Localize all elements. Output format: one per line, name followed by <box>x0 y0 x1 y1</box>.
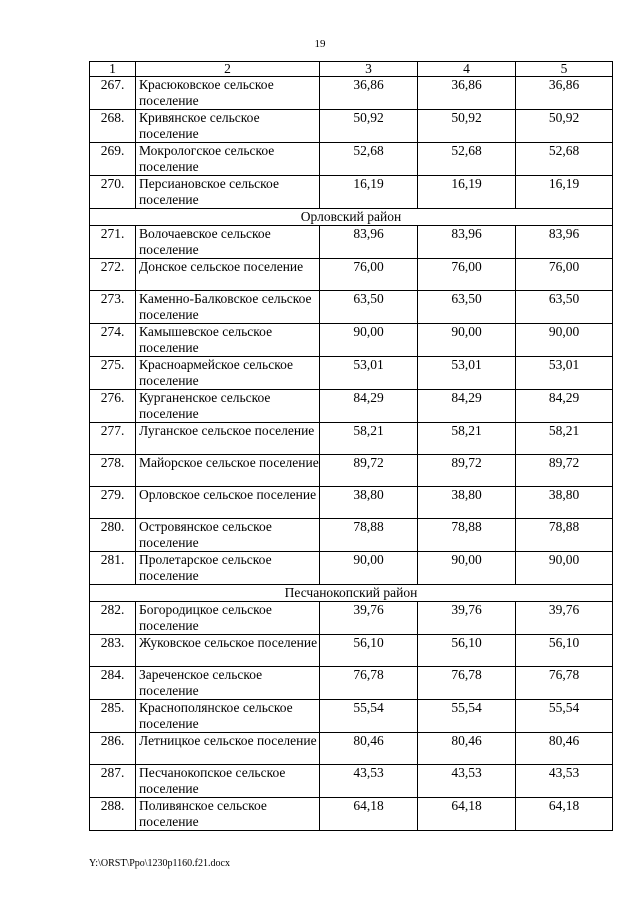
table-row <box>90 733 613 765</box>
settlement-name: Островянское сельское поселение <box>136 519 320 552</box>
value-col-3: 80,46 <box>320 733 418 765</box>
value-col-5: 36,86 <box>516 77 613 110</box>
value-col-3: 55,54 <box>320 700 418 733</box>
value-col-5: 52,68 <box>516 143 613 176</box>
settlement-name: Донское сельское поселение <box>136 259 320 291</box>
value-col-4: 76,00 <box>418 259 516 291</box>
table-row <box>90 667 613 700</box>
value-col-4: 90,00 <box>418 324 516 357</box>
row-number: 286. <box>90 733 136 765</box>
value-col-5: 83,96 <box>516 226 613 259</box>
settlement-name: Мокрологское сельское поселение <box>136 143 320 176</box>
table-row <box>90 635 613 667</box>
value-col-4: 53,01 <box>418 357 516 390</box>
value-col-5: 84,29 <box>516 390 613 423</box>
column-header: 2 <box>136 62 320 77</box>
row-number: 274. <box>90 324 136 357</box>
value-col-3: 89,72 <box>320 455 418 487</box>
value-col-3: 58,21 <box>320 423 418 455</box>
row-number: 282. <box>90 602 136 635</box>
value-col-5: 43,53 <box>516 765 613 798</box>
value-col-3: 90,00 <box>320 324 418 357</box>
value-col-3: 83,96 <box>320 226 418 259</box>
value-col-5: 89,72 <box>516 455 613 487</box>
row-number: 287. <box>90 765 136 798</box>
value-col-4: 58,21 <box>418 423 516 455</box>
settlement-name: Красюковское сельское поселение <box>136 77 320 110</box>
settlement-name: Зареченское сельское поселение <box>136 667 320 700</box>
value-col-5: 16,19 <box>516 176 613 209</box>
table-row <box>90 226 613 259</box>
table-row <box>90 519 613 552</box>
table-row <box>90 700 613 733</box>
row-number: 270. <box>90 176 136 209</box>
section-heading: Орловский район <box>90 209 613 226</box>
value-col-4: 16,19 <box>418 176 516 209</box>
row-number: 285. <box>90 700 136 733</box>
value-col-5: 56,10 <box>516 635 613 667</box>
table-row <box>90 110 613 143</box>
table-row <box>90 487 613 519</box>
value-col-5: 64,18 <box>516 798 613 831</box>
value-col-4: 78,88 <box>418 519 516 552</box>
value-col-3: 90,00 <box>320 552 418 585</box>
page-number: 19 <box>314 38 326 50</box>
row-number: 269. <box>90 143 136 176</box>
value-col-4: 52,68 <box>418 143 516 176</box>
value-col-3: 50,92 <box>320 110 418 143</box>
value-col-3: 43,53 <box>320 765 418 798</box>
value-col-4: 36,86 <box>418 77 516 110</box>
table-row <box>90 176 613 209</box>
data-table <box>89 61 613 831</box>
value-col-3: 76,00 <box>320 259 418 291</box>
settlement-name: Красноармейское сельское поселение <box>136 357 320 390</box>
value-col-3: 53,01 <box>320 357 418 390</box>
column-header: 4 <box>418 62 516 77</box>
value-col-5: 90,00 <box>516 324 613 357</box>
value-col-4: 89,72 <box>418 455 516 487</box>
row-number: 267. <box>90 77 136 110</box>
value-col-3: 78,88 <box>320 519 418 552</box>
row-number: 284. <box>90 667 136 700</box>
section-heading-row <box>90 585 613 602</box>
value-col-4: 43,53 <box>418 765 516 798</box>
row-number: 275. <box>90 357 136 390</box>
value-col-4: 76,78 <box>418 667 516 700</box>
value-col-3: 16,19 <box>320 176 418 209</box>
value-col-3: 63,50 <box>320 291 418 324</box>
row-number: 288. <box>90 798 136 831</box>
settlement-name: Краснополянское сельское поселение <box>136 700 320 733</box>
table-row <box>90 291 613 324</box>
value-col-5: 38,80 <box>516 487 613 519</box>
value-col-5: 76,00 <box>516 259 613 291</box>
value-col-3: 39,76 <box>320 602 418 635</box>
row-number: 281. <box>90 552 136 585</box>
row-number: 280. <box>90 519 136 552</box>
settlement-name: Пролетарское сельское поселение <box>136 552 320 585</box>
table-row <box>90 423 613 455</box>
column-header: 1 <box>90 62 136 77</box>
value-col-3: 76,78 <box>320 667 418 700</box>
row-number: 276. <box>90 390 136 423</box>
value-col-3: 56,10 <box>320 635 418 667</box>
value-col-5: 39,76 <box>516 602 613 635</box>
value-col-3: 38,80 <box>320 487 418 519</box>
settlement-name: Песчанокопское сельское поселение <box>136 765 320 798</box>
value-col-3: 84,29 <box>320 390 418 423</box>
value-col-5: 80,46 <box>516 733 613 765</box>
row-number: 283. <box>90 635 136 667</box>
value-col-4: 83,96 <box>418 226 516 259</box>
row-number: 268. <box>90 110 136 143</box>
row-number: 273. <box>90 291 136 324</box>
section-heading: Песчанокопский район <box>90 585 613 602</box>
settlement-name: Богородицкое сельское поселение <box>136 602 320 635</box>
table-row <box>90 390 613 423</box>
table-row <box>90 143 613 176</box>
table-row <box>90 552 613 585</box>
table-row <box>90 77 613 110</box>
table-header-row <box>90 62 613 77</box>
settlement-name: Волочаевское сельское поселение <box>136 226 320 259</box>
value-col-5: 50,92 <box>516 110 613 143</box>
value-col-4: 56,10 <box>418 635 516 667</box>
row-number: 271. <box>90 226 136 259</box>
settlement-name: Орловское сельское поселение <box>136 487 320 519</box>
file-path-footer: Y:\ORST\Ppo\1230p1160.f21.docx <box>89 858 230 869</box>
value-col-4: 38,80 <box>418 487 516 519</box>
value-col-4: 63,50 <box>418 291 516 324</box>
value-col-3: 64,18 <box>320 798 418 831</box>
table-body <box>90 62 613 831</box>
table-row <box>90 259 613 291</box>
value-col-4: 64,18 <box>418 798 516 831</box>
row-number: 272. <box>90 259 136 291</box>
row-number: 277. <box>90 423 136 455</box>
row-number: 279. <box>90 487 136 519</box>
value-col-4: 84,29 <box>418 390 516 423</box>
column-header: 5 <box>516 62 613 77</box>
settlement-name: Кривянское сельское поселение <box>136 110 320 143</box>
value-col-4: 55,54 <box>418 700 516 733</box>
settlement-name: Луганское сельское поселение <box>136 423 320 455</box>
settlement-name: Майорское сельское поселение <box>136 455 320 487</box>
value-col-5: 63,50 <box>516 291 613 324</box>
value-col-4: 80,46 <box>418 733 516 765</box>
value-col-5: 55,54 <box>516 700 613 733</box>
value-col-5: 53,01 <box>516 357 613 390</box>
table-row <box>90 602 613 635</box>
table-row <box>90 765 613 798</box>
table-row <box>90 324 613 357</box>
value-col-3: 52,68 <box>320 143 418 176</box>
settlement-name: Курганенское сельское поселение <box>136 390 320 423</box>
value-col-4: 90,00 <box>418 552 516 585</box>
value-col-5: 78,88 <box>516 519 613 552</box>
settlement-name: Жуковское сельское поселение <box>136 635 320 667</box>
settlement-name: Каменно-Балковское сельское поселение <box>136 291 320 324</box>
settlement-name: Персиановское сельское поселение <box>136 176 320 209</box>
value-col-5: 76,78 <box>516 667 613 700</box>
settlement-name: Летницкое сельское поселение <box>136 733 320 765</box>
column-header: 3 <box>320 62 418 77</box>
value-col-3: 36,86 <box>320 77 418 110</box>
value-col-5: 58,21 <box>516 423 613 455</box>
settlement-name: Поливянское сельское поселение <box>136 798 320 831</box>
table-row <box>90 357 613 390</box>
settlement-name: Камышевское сельское поселение <box>136 324 320 357</box>
value-col-4: 39,76 <box>418 602 516 635</box>
value-col-5: 90,00 <box>516 552 613 585</box>
section-heading-row <box>90 209 613 226</box>
row-number: 278. <box>90 455 136 487</box>
table-row <box>90 798 613 831</box>
value-col-4: 50,92 <box>418 110 516 143</box>
table-row <box>90 455 613 487</box>
